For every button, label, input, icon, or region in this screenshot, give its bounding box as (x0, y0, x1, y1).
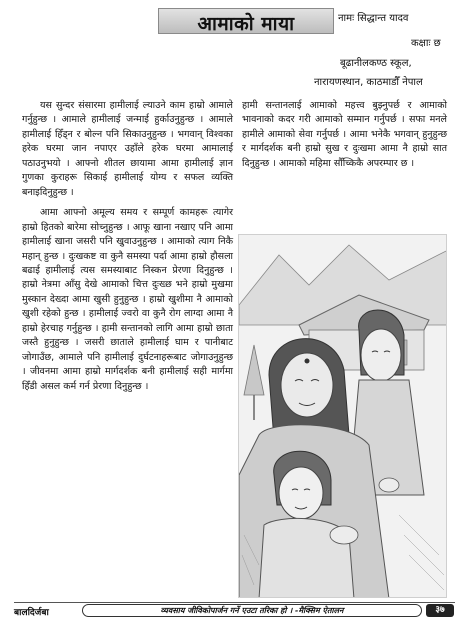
magazine-name: बालदिर्जबा (14, 608, 49, 618)
footer-quote: व्यवसाय जीविकोपार्जन गर्ने एउटा तरिका हो । -मैक्सिम ऐतालन (82, 604, 422, 617)
page-title: आमाको माया (197, 13, 295, 35)
page-footer (14, 602, 455, 618)
author-address: नारायणस्थान, काठमाडौँ नेपाल (314, 77, 423, 88)
author-class: कक्षाः छ (411, 38, 441, 49)
article-left-column (22, 99, 233, 396)
mother-children-illustration (238, 234, 447, 598)
author-name: नामः सिद्धान्त यादव (338, 13, 409, 24)
page-number: ३७ (426, 604, 454, 617)
article-paragraph-2: आमा आफ्नो अमूल्य समय र सम्पूर्ण कामहरू त्यागेर हाम्रो हितको बारेमा सोच्नुहुन्छ । आफू खाना नखाए पनि आमा हामीलाई खाना जसरी पनि खुवाउनुहुन्छ । आमाको त्याग निकै महान् हुन्छ । दुःखकष्ट वा कुनै समस्या पर्दा आमा हाम्रो हौसला बढाई हामीलाई त्यस समस्याबाट निस्कन प्रेरणा दिनुहुन्छ । हाम्रो नेत्रमा आँसु देखे आमाको चित्त दुःख्छ भने हाम्रो मुखमा मुस्कान देख्दा आमा खुसी हुनुहुन्छ । हाम्रो खुशीमा नै आमाको खुशी रहेको हुन्छ । हामीलाई ज्वरो वा कुनै रोग लाग्दा आमा नै हाम्रो हेरचाह गर्नुहुन्छ । हामी सन्तानको लागि आमा हाम्रो छाता जस्तै हुनुहुन्छ । जसरी छाताले हामीलाई घाम र पानीबाट जोगाउँछ, आमाले पनि हामीलाई दुर्घटनाहरूबाट जोगाउनुहुन्छ । जीवनमा आमा हाम्रो मार्गदर्शक बनी हामीलाई सही मार्गमा हिँडी असल कर्म गर्न प्रेरणा दिनुहुन्छ । (22, 207, 233, 392)
article-paragraph-1: यस सुन्दर संसारमा हामीलाई ल्याउने काम हाम्रो आमाले गर्नुहुन्छ । आमाले हामीलाई जन्माई हुर्काउनुहुन्छ । आमाले हामीलाई हिँड्न र बोल्न पनि सिकाउनुहुन्छ । भगवान् विश्वका हरेक घरमा जान नपाएर उहाँले हरेक घरमा आमालाई पठाउनुभयो । आफ्नो शीतल छायामा आमा हामीलाई ज्ञान गुणका कुराहरू सिकाई हामीलाई योग्य र सफल व्यक्ति बनाइदिनुहुन्छ । (22, 100, 233, 198)
title-banner (158, 8, 334, 34)
article-right-column (242, 99, 447, 173)
author-school: बूढानीलकण्ठ स्कूल, (340, 58, 412, 69)
article-paragraph-3: हामी सन्तानलाई आमाको महत्त्व बुझ्नुपर्छ र आमाको भावनाको कदर गरी आमाको सम्मान गर्नुपर्छ । सफा मनले हामीले आमाको सेवा गर्नुपर्छ । आमा भनेकै भगवान् हुनुहुन्छ र मार्गदर्शक बनी हाम्रो सुख र दुःखमा आमा नै हाम्रो सात दिनुहुन्छ । आमाको महिमा सौँच्किकै अपरम्पार छ । (242, 100, 447, 169)
